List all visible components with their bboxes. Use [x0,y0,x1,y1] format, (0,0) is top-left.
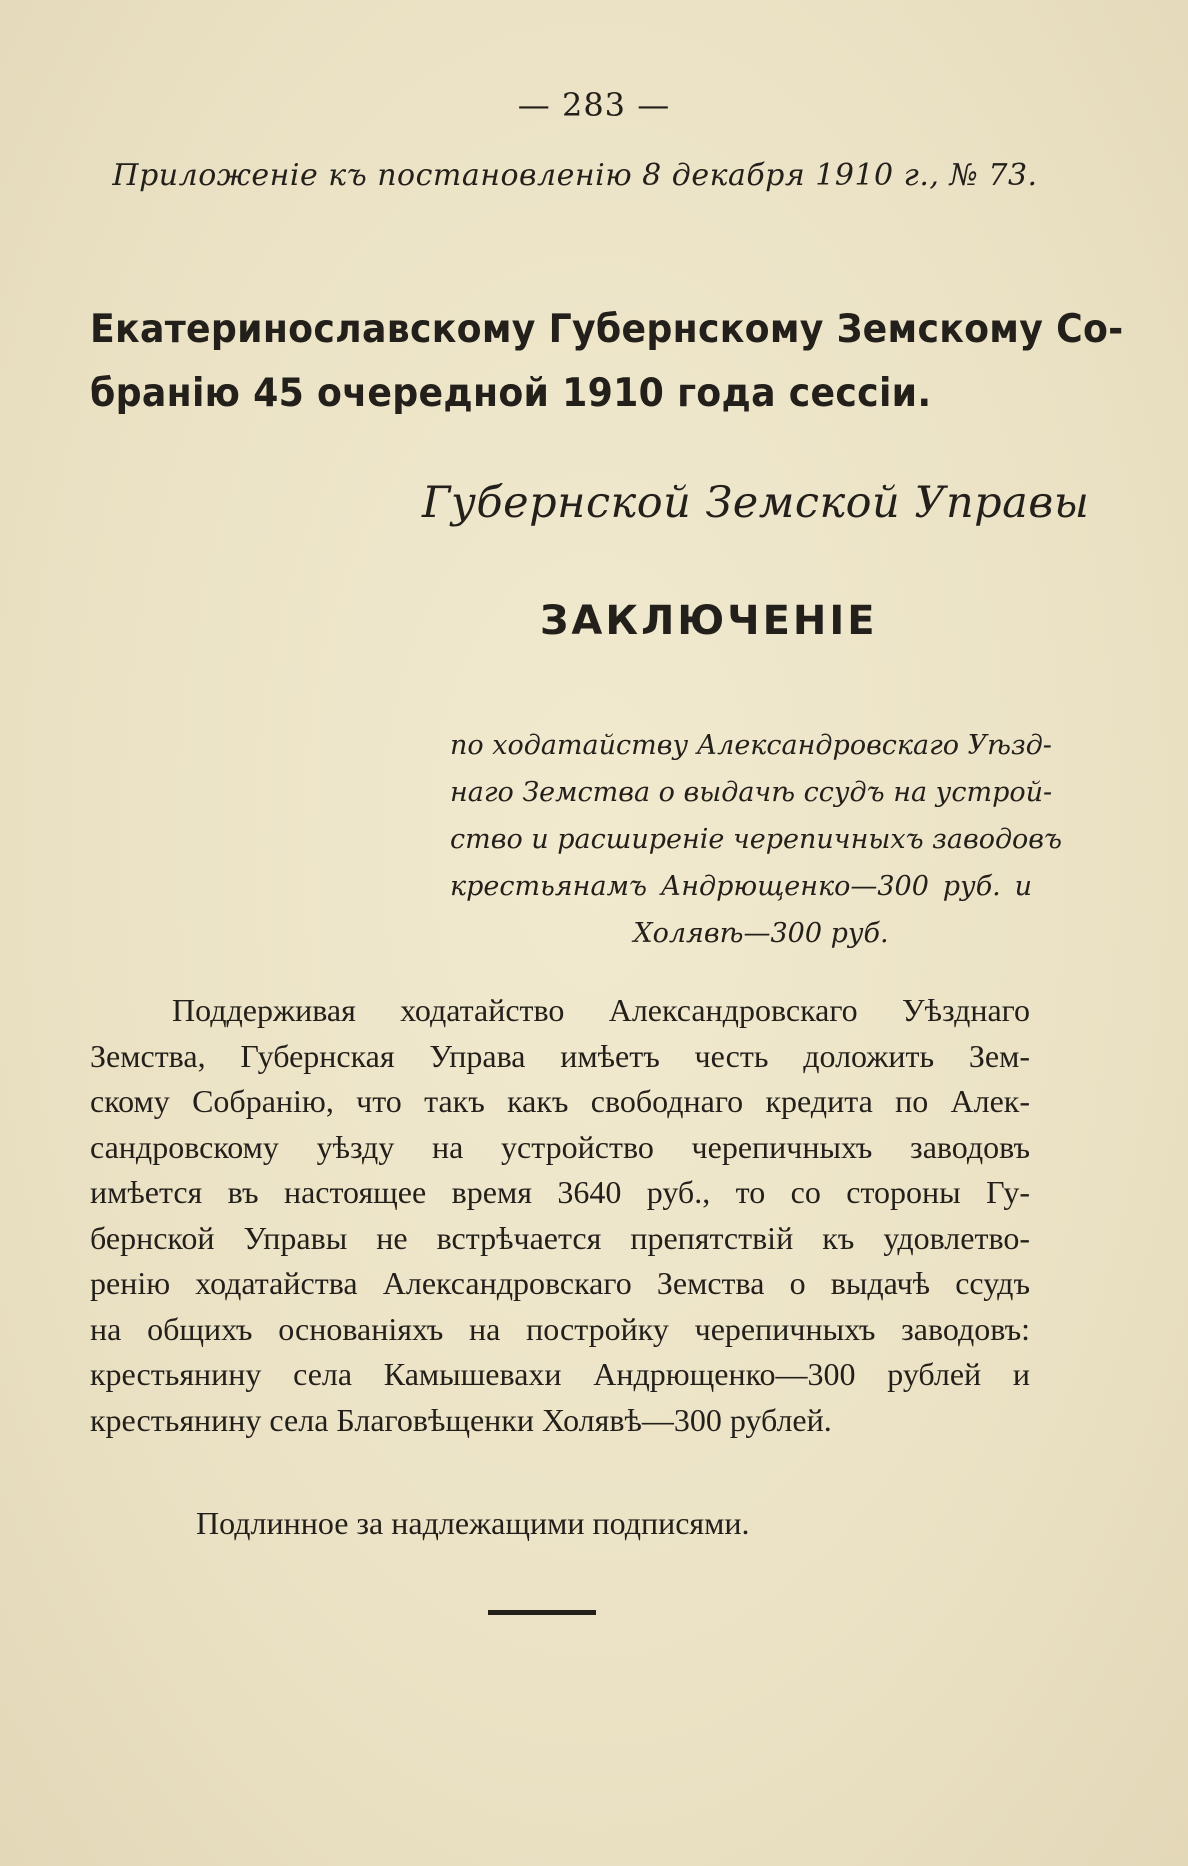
body-line: на общихъ основаніяхъ на постройку черепичныхъ заводовъ: [90,1310,1030,1347]
body-line: крестьянину села Благовѣщенки Холявѣ—300 рублей. [90,1401,832,1438]
subject-line: крестьянамъ Андрющенко—300 руб. и [450,871,1032,902]
document-heading [90,298,1124,426]
body-line: бернской Управы не встрѣчается препятствій къ удовлетво- [90,1219,1030,1256]
body-line: сандровскому уѣзду на устройство черепичныхъ заводовъ [90,1128,1030,1165]
subject-line: по ходатайству Александровскаго Уѣзд- [450,730,1052,761]
page-number: — 283 — [517,86,671,124]
subject-block [450,722,1063,957]
subject-line: Холявѣ—300 руб. [633,918,889,949]
appendix-note: Приложеніе къ постановленію 8 декабря 1910 г., № 73. [112,158,1038,193]
body-paragraph [90,988,1030,1443]
body-line: скому Собранію, что такъ какъ свободнаго кредита по Алек- [90,1083,1030,1119]
signature-note: Подлинное за надлежащими подписями. [196,1505,750,1541]
conclusion-title: ЗАКЛЮЧЕНІЕ [540,598,878,644]
board-name: Губернской Земской Управы [422,478,1090,528]
body-line: крестьянину села Камышевахи Андрющенко—300 рублей и [90,1356,1030,1392]
body-line: Поддерживая ходатайство Александровскаго Уѣзднаго [172,992,1030,1028]
heading-line-2: бранію 45 очередной 1910 года сессіи. [90,371,932,416]
subject-line: наго Земства о выдачѣ ссудъ на устрой- [450,777,1053,808]
subject-line: ство и расширеніе черепичныхъ заводовъ [450,824,1063,855]
heading-line-1: Екатеринославскому Губернскому Земскому Со- [90,307,1124,352]
body-line: ренію ходатайства Александровскаго Земства о выдачѣ ссудъ [90,1265,1030,1301]
body-line: Земства, Губернская Управа имѣетъ честь доложить Зем- [90,1037,1030,1074]
body-line: имѣется въ настоящее время 3640 руб., то со стороны Гу- [90,1174,1030,1210]
closing-rule [488,1610,596,1615]
